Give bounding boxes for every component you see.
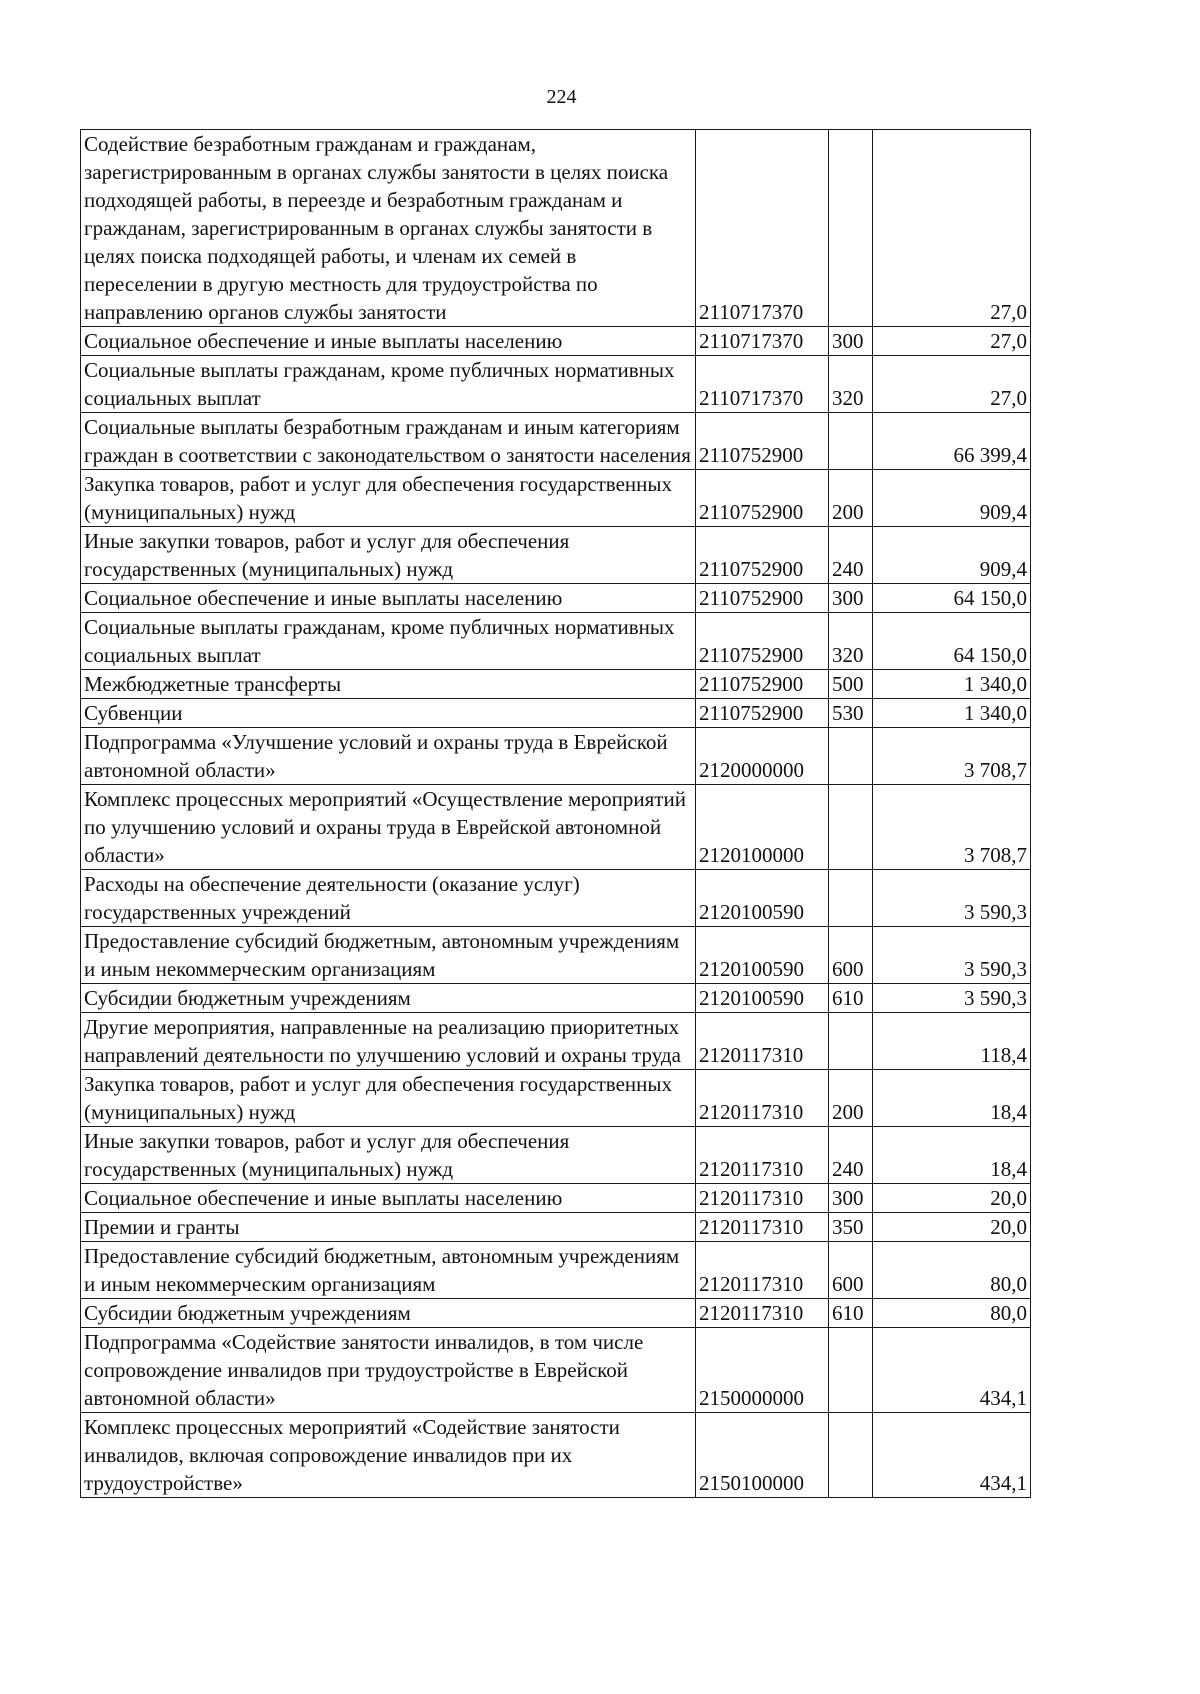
expense-description: Закупка товаров, работ и услуг для обеспечения государственных (муниципальных) нужд: [81, 470, 696, 527]
target-article-code: 2110752900: [696, 699, 829, 728]
target-article-code: 2110752900: [696, 613, 829, 670]
expense-description: Социальные выплаты гражданам, кроме публичных нормативных социальных выплат: [81, 613, 696, 670]
target-article-code: 2150100000: [696, 1413, 829, 1498]
table-row: [81, 1328, 1031, 1413]
expense-description: Премии и гранты: [81, 1213, 696, 1242]
budget-table: [80, 129, 1031, 1498]
target-article-code: 2120000000: [696, 728, 829, 785]
table-row: [81, 1299, 1031, 1328]
amount-value: 27,0: [873, 356, 1031, 413]
amount-value: 20,0: [873, 1184, 1031, 1213]
target-article-code: 2110717370: [696, 130, 829, 327]
table-row: [81, 1013, 1031, 1070]
expense-type-code: 500: [829, 670, 873, 699]
expense-type-code: 200: [829, 470, 873, 527]
amount-value: 20,0: [873, 1213, 1031, 1242]
expense-description: Субвенции: [81, 699, 696, 728]
expense-type-code: [829, 1328, 873, 1413]
target-article-code: 2120117310: [696, 1213, 829, 1242]
amount-value: 434,1: [873, 1413, 1031, 1498]
target-article-code: 2120117310: [696, 1242, 829, 1299]
table-row: [81, 1184, 1031, 1213]
amount-value: 909,4: [873, 527, 1031, 584]
expense-description: Межбюджетные трансферты: [81, 670, 696, 699]
expense-description: Закупка товаров, работ и услуг для обеспечения государственных (муниципальных) нужд: [81, 1070, 696, 1127]
target-article-code: 2110752900: [696, 413, 829, 470]
expense-type-code: 300: [829, 584, 873, 613]
expense-description: Социальное обеспечение и иные выплаты населению: [81, 584, 696, 613]
table-row: [81, 356, 1031, 413]
expense-description: Подпрограмма «Содействие занятости инвалидов, в том числе сопровождение инвалидов при трудоустройстве в Еврейской автономной области»: [81, 1328, 696, 1413]
table-row: [81, 1127, 1031, 1184]
expense-type-code: 300: [829, 1184, 873, 1213]
target-article-code: 2120100590: [696, 870, 829, 927]
expense-type-code: 320: [829, 613, 873, 670]
expense-description: Расходы на обеспечение деятельности (оказание услуг) государственных учреждений: [81, 870, 696, 927]
amount-value: 3 590,3: [873, 927, 1031, 984]
target-article-code: 2150000000: [696, 1328, 829, 1413]
expense-type-code: 200: [829, 1070, 873, 1127]
target-article-code: 2120117310: [696, 1070, 829, 1127]
table-row: [81, 1242, 1031, 1299]
target-article-code: 2110752900: [696, 527, 829, 584]
amount-value: 18,4: [873, 1127, 1031, 1184]
expense-description: Социальное обеспечение и иные выплаты населению: [81, 327, 696, 356]
target-article-code: 2110717370: [696, 356, 829, 413]
amount-value: 80,0: [873, 1242, 1031, 1299]
amount-value: 1 340,0: [873, 670, 1031, 699]
target-article-code: 2120117310: [696, 1013, 829, 1070]
table-row: [81, 413, 1031, 470]
expense-description: Социальное обеспечение и иные выплаты населению: [81, 1184, 696, 1213]
amount-value: 3 708,7: [873, 785, 1031, 870]
expense-type-code: 300: [829, 327, 873, 356]
amount-value: 3 708,7: [873, 728, 1031, 785]
target-article-code: 2110752900: [696, 584, 829, 613]
amount-value: 64 150,0: [873, 584, 1031, 613]
target-article-code: 2120117310: [696, 1127, 829, 1184]
expense-type-code: [829, 1413, 873, 1498]
amount-value: 66 399,4: [873, 413, 1031, 470]
amount-value: 1 340,0: [873, 699, 1031, 728]
table-row: [81, 527, 1031, 584]
page-number: 224: [546, 86, 577, 108]
table-row: [81, 785, 1031, 870]
table-row: [81, 1413, 1031, 1498]
expense-description: Социальные выплаты гражданам, кроме публичных нормативных социальных выплат: [81, 356, 696, 413]
expense-type-code: 600: [829, 1242, 873, 1299]
expense-description: Предоставление субсидий бюджетным, автономным учреждениям и иным некоммерческим организациям: [81, 1242, 696, 1299]
expense-type-code: [829, 785, 873, 870]
expense-description: Предоставление субсидий бюджетным, автономным учреждениям и иным некоммерческим организациям: [81, 927, 696, 984]
expense-type-code: 610: [829, 1299, 873, 1328]
amount-value: 434,1: [873, 1328, 1031, 1413]
expense-description: Другие мероприятия, направленные на реализацию приоритетных направлений деятельности по улучшению условий и охраны труда: [81, 1013, 696, 1070]
expense-type-code: [829, 870, 873, 927]
table-row: [81, 470, 1031, 527]
budget-table-body: [81, 130, 1031, 1498]
expense-description: Социальные выплаты безработным гражданам и иным категориям граждан в соответствии с законодательством о занятости населения: [81, 413, 696, 470]
expense-type-code: [829, 413, 873, 470]
table-row: [81, 927, 1031, 984]
target-article-code: 2120100590: [696, 927, 829, 984]
expense-type-code: [829, 130, 873, 327]
expense-type-code: 240: [829, 1127, 873, 1184]
expense-description: Субсидии бюджетным учреждениям: [81, 1299, 696, 1328]
amount-value: 27,0: [873, 327, 1031, 356]
target-article-code: 2120117310: [696, 1184, 829, 1213]
expense-type-code: 530: [829, 699, 873, 728]
target-article-code: 2110752900: [696, 470, 829, 527]
amount-value: 118,4: [873, 1013, 1031, 1070]
amount-value: 3 590,3: [873, 870, 1031, 927]
expense-description: Комплекс процессных мероприятий «Содействие занятости инвалидов, включая сопровождение инвалидов при их трудоустройстве»: [81, 1413, 696, 1498]
table-row: [81, 584, 1031, 613]
table-row: [81, 613, 1031, 670]
expense-type-code: 320: [829, 356, 873, 413]
amount-value: 3 590,3: [873, 984, 1031, 1013]
expense-type-code: 600: [829, 927, 873, 984]
expense-type-code: [829, 728, 873, 785]
table-row: [81, 984, 1031, 1013]
amount-value: 64 150,0: [873, 613, 1031, 670]
table-row: [81, 670, 1031, 699]
amount-value: 909,4: [873, 470, 1031, 527]
expense-description: Иные закупки товаров, работ и услуг для обеспечения государственных (муниципальных) нужд: [81, 1127, 696, 1184]
expense-description: Иные закупки товаров, работ и услуг для обеспечения государственных (муниципальных) нужд: [81, 527, 696, 584]
target-article-code: 2110717370: [696, 327, 829, 356]
amount-value: 27,0: [873, 130, 1031, 327]
table-row: [81, 699, 1031, 728]
expense-type-code: [829, 1013, 873, 1070]
amount-value: 18,4: [873, 1070, 1031, 1127]
target-article-code: 2120100590: [696, 984, 829, 1013]
target-article-code: 2120100000: [696, 785, 829, 870]
expense-description: Субсидии бюджетным учреждениям: [81, 984, 696, 1013]
table-row: [81, 728, 1031, 785]
expense-description: Содействие безработным гражданам и гражданам, зарегистрированным в органах службы занятости в целях поиска подходящей работы, в переезде и безработным гражданам и гражданам, зарегистрированным в органах службы занятости в целях поиска подходящей работы, и членам их семей в переселении в другую местность для трудоустройства по направлению органов службы занятости: [81, 130, 696, 327]
target-article-code: 2110752900: [696, 670, 829, 699]
table-row: [81, 130, 1031, 327]
table-row: [81, 1070, 1031, 1127]
target-article-code: 2120117310: [696, 1299, 829, 1328]
table-row: [81, 327, 1031, 356]
expense-description: Комплекс процессных мероприятий «Осуществление мероприятий по улучшению условий и охраны труда в Еврейской автономной области»: [81, 785, 696, 870]
expense-type-code: 240: [829, 527, 873, 584]
table-row: [81, 1213, 1031, 1242]
expense-description: Подпрограмма «Улучшение условий и охраны труда в Еврейской автономной области»: [81, 728, 696, 785]
table-row: [81, 870, 1031, 927]
expense-type-code: 350: [829, 1213, 873, 1242]
expense-type-code: 610: [829, 984, 873, 1013]
amount-value: 80,0: [873, 1299, 1031, 1328]
